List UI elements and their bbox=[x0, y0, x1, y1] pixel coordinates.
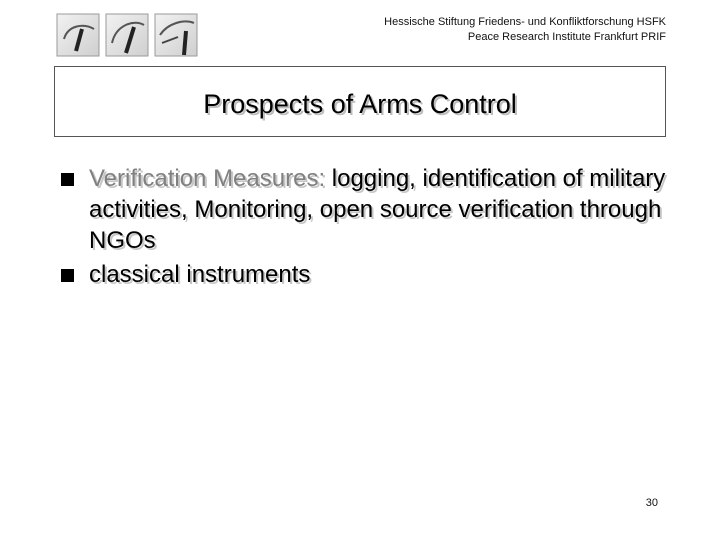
bullet-item bbox=[58, 259, 678, 290]
hsfk-logo bbox=[56, 13, 200, 57]
bullet-highlight: Verification Measures: bbox=[89, 165, 326, 192]
bullet-text: logging, identification of military activities, Monitoring, open source verification through NGOs bbox=[89, 165, 666, 254]
square-bullet-icon bbox=[61, 269, 74, 282]
bullet-text: classical instruments bbox=[89, 261, 311, 288]
square-bullet-icon bbox=[61, 173, 74, 186]
page-number: 30 bbox=[645, 497, 658, 509]
institute-name-en: Peace Research Institute Frankfurt PRIF bbox=[467, 31, 666, 43]
title-box bbox=[54, 66, 666, 137]
slide-title: Prospects of Arms Control bbox=[203, 89, 517, 119]
logo-tile-3-icon bbox=[155, 14, 197, 56]
institute-name-de: Hessische Stiftung Friedens- und Konfliktforschung HSFK bbox=[384, 16, 666, 28]
bullet-list bbox=[58, 163, 678, 293]
institute-header bbox=[384, 15, 666, 45]
logo-tile-1-icon bbox=[57, 14, 99, 56]
bullet-item bbox=[58, 163, 678, 256]
logo-tile-2-icon bbox=[106, 14, 148, 56]
